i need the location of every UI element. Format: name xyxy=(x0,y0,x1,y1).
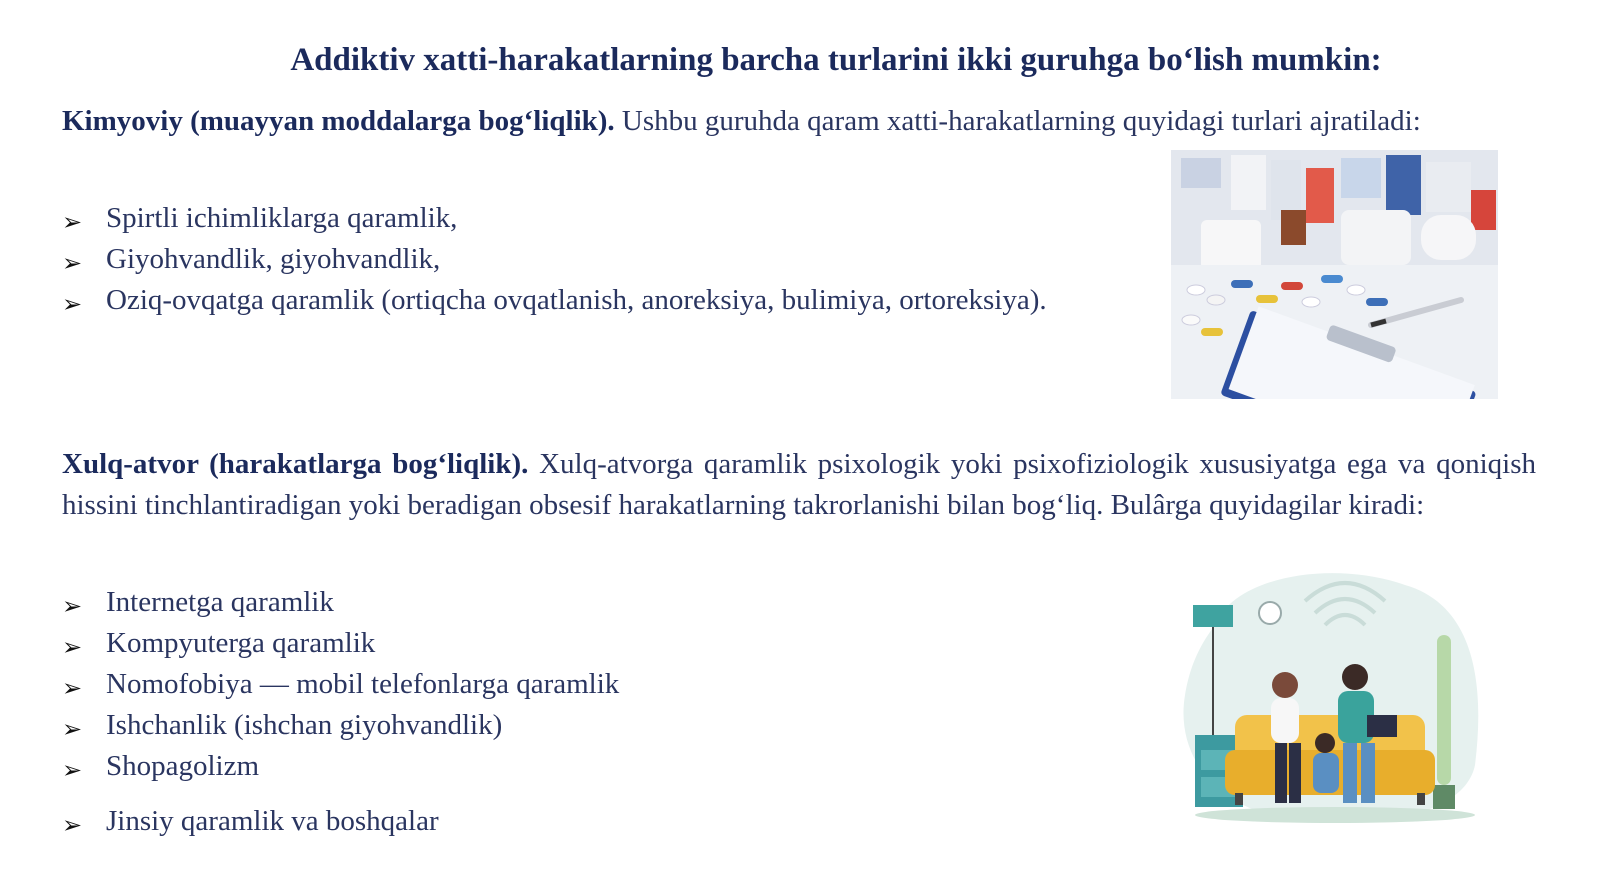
behavioral-lead: Xulq-atvor (harakatlarga bog‘liqlik). xyxy=(62,448,529,480)
pills-clipboard-image xyxy=(1171,150,1498,399)
chemical-lead: Kimyoviy (muayyan moddalarga bog‘liqlik). xyxy=(62,105,615,137)
list-item: ➢ Shopagolizm xyxy=(62,746,619,787)
behavioral-paragraph xyxy=(62,444,1536,526)
slide-title: Addiktiv xatti-harakatlarning barcha turlarini ikki guruhga bo‘lish mumkin: xyxy=(290,42,1382,78)
chemical-paragraph xyxy=(62,101,1536,142)
list-item: ➢ Oziq-ovqatga qaramlik (ortiqcha ovqatlanish, anoreksiya, bulimiya, ortoreksiya). xyxy=(62,280,1047,321)
chemical-list xyxy=(62,198,1047,321)
behavioral-list xyxy=(62,582,619,842)
list-item: ➢ Jinsiy qaramlik va boshqalar xyxy=(62,801,619,842)
chemical-text: Ushbu guruhda qaram xatti-harakatlarning quyidagi turlari ajratiladi: xyxy=(614,105,1421,137)
list-item: ➢ Kompyuterga qaramlik xyxy=(62,623,619,664)
list-item: ➢ Internetga qaramlik xyxy=(62,582,619,623)
list-item: ➢ Spirtli ichimliklarga qaramlik, xyxy=(62,198,1047,239)
list-item: ➢ Ishchanlik (ishchan giyohvandlik) xyxy=(62,705,619,746)
list-item: ➢ Giyohvandlik, giyohvandlik, xyxy=(62,239,1047,280)
arrow-bullet-icon: ➢ xyxy=(62,756,83,784)
arrow-bullet-icon: ➢ xyxy=(62,208,83,236)
list-item: ➢ Nomofobiya — mobil telefonlarga qaramlik xyxy=(62,664,619,705)
family-on-sofa-illustration xyxy=(1175,565,1495,835)
arrow-bullet-icon: ➢ xyxy=(62,290,83,318)
arrow-bullet-icon: ➢ xyxy=(62,674,83,702)
arrow-bullet-icon: ➢ xyxy=(62,715,83,743)
arrow-bullet-icon: ➢ xyxy=(62,249,83,277)
arrow-bullet-icon: ➢ xyxy=(62,633,83,661)
arrow-bullet-icon: ➢ xyxy=(62,811,83,839)
arrow-bullet-icon: ➢ xyxy=(62,592,83,620)
behavioral-text: Xulq-atvorga qaramlik psixologik yoki psixofiziologik xususiyatga ega va qoniqish hissini tinchlantiradigan yoki beradigan obsesif harakatlarning takrorlanishi bilan bog‘liq. Bulârga quyidagilar kiradi: xyxy=(62,448,1536,521)
